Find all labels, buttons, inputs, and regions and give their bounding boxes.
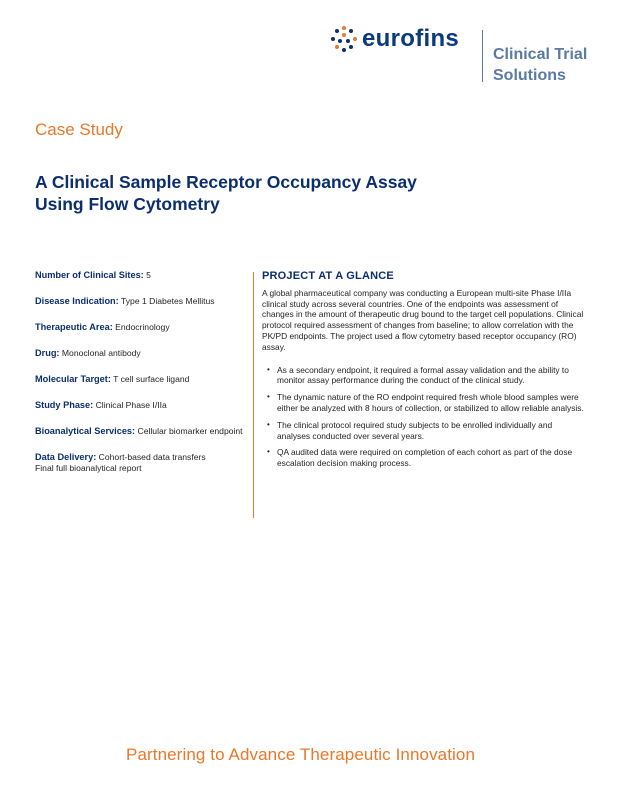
project-intro: A global pharmaceutical company was conducting a European multi-site Phase I/IIa clinical study across several countries. One of the endpoints was assessment of changes in the amount of therapeutic drug bound to the target cell populations. Clinical protocol required assessment of changes from baseline; to allow correlation with the PK/PD endpoints. The project used a flow cytometry based receptor occupancy (RO) assay. xyxy=(262,287,584,352)
fact-bioanalytical-services xyxy=(35,426,250,437)
fact-value: Cellular biomarker endpoint xyxy=(137,426,243,436)
bullet-text: The clinical protocol required study subjects to be enrolled individually and analyses conducted over several years. xyxy=(277,419,553,441)
bullet-icon: • xyxy=(267,447,270,457)
bullet-item xyxy=(262,365,587,387)
fact-value: Monoclonal antibody xyxy=(61,348,141,358)
bullet-icon: • xyxy=(267,419,270,429)
fact-label: Data Delivery: xyxy=(35,452,97,462)
column-divider xyxy=(253,272,254,518)
fact-label: Drug: xyxy=(35,348,60,358)
bullet-text: The dynamic nature of the RO endpoint required fresh whole blood samples were either be analyzed with 8 hours of collection, or stabilized to allow reliable analysis. xyxy=(277,392,584,413)
fact-molecular-target xyxy=(35,374,250,385)
fact-drug xyxy=(35,348,250,359)
bullet-item xyxy=(262,392,587,414)
division-name xyxy=(493,44,587,86)
fact-value: 5 xyxy=(146,270,151,280)
fact-value-line-2: Final full bioanalytical report xyxy=(35,463,142,473)
fact-disease-indication xyxy=(35,296,250,307)
footer-tagline: Partnering to Advance Therapeutic Innovation xyxy=(126,745,476,764)
fact-label: Therapeutic Area: xyxy=(35,322,113,332)
study-facts-sidebar xyxy=(35,270,250,489)
division-line-2: Solutions xyxy=(493,67,566,84)
fact-clinical-sites xyxy=(35,270,250,281)
brand-name: eurofins xyxy=(362,25,460,52)
eurofins-logo xyxy=(331,26,459,52)
fact-value: Endocrinology xyxy=(115,322,170,332)
bullet-text: QA audited data were required on completion of each cohort as part of the dose escalation decision making process. xyxy=(277,447,573,469)
fact-value: Cohort-based data transfers xyxy=(98,452,206,462)
fact-study-phase xyxy=(35,400,250,411)
bullet-item xyxy=(262,420,587,442)
fact-label: Molecular Target: xyxy=(35,374,111,384)
title-line-2: Using Flow Cytometry xyxy=(35,194,220,214)
fact-label: Number of Clinical Sites: xyxy=(35,270,144,280)
fact-value: Clinical Phase I/IIa xyxy=(95,400,167,410)
bullet-item xyxy=(262,447,587,469)
bullet-icon: • xyxy=(267,364,270,374)
project-overview xyxy=(262,271,587,475)
fact-data-delivery xyxy=(35,452,250,474)
bullet-icon: • xyxy=(267,392,270,402)
page-title xyxy=(35,171,455,215)
fact-value: Type 1 Diabetes Mellitus xyxy=(120,296,215,306)
project-bullets xyxy=(262,365,587,469)
logo-divider xyxy=(482,30,483,82)
eurofins-dots-icon xyxy=(331,26,357,52)
fact-therapeutic-area xyxy=(35,322,250,333)
fact-label: Bioanalytical Services: xyxy=(35,426,136,436)
case-study-label: Case Study xyxy=(35,120,123,139)
division-line-1: Clinical Trial xyxy=(493,46,588,63)
title-line-1: A Clinical Sample Receptor Occupancy Assay xyxy=(35,172,417,192)
project-heading: PROJECT AT A GLANCE xyxy=(262,270,394,282)
fact-label: Study Phase: xyxy=(35,400,94,410)
fact-label: Disease Indication: xyxy=(35,296,119,306)
fact-value: T cell surface ligand xyxy=(113,374,190,384)
bullet-text: As a secondary endpoint, it required a formal assay validation and the ability to monitor assay performance during the conduct of the clinical study. xyxy=(277,364,569,386)
